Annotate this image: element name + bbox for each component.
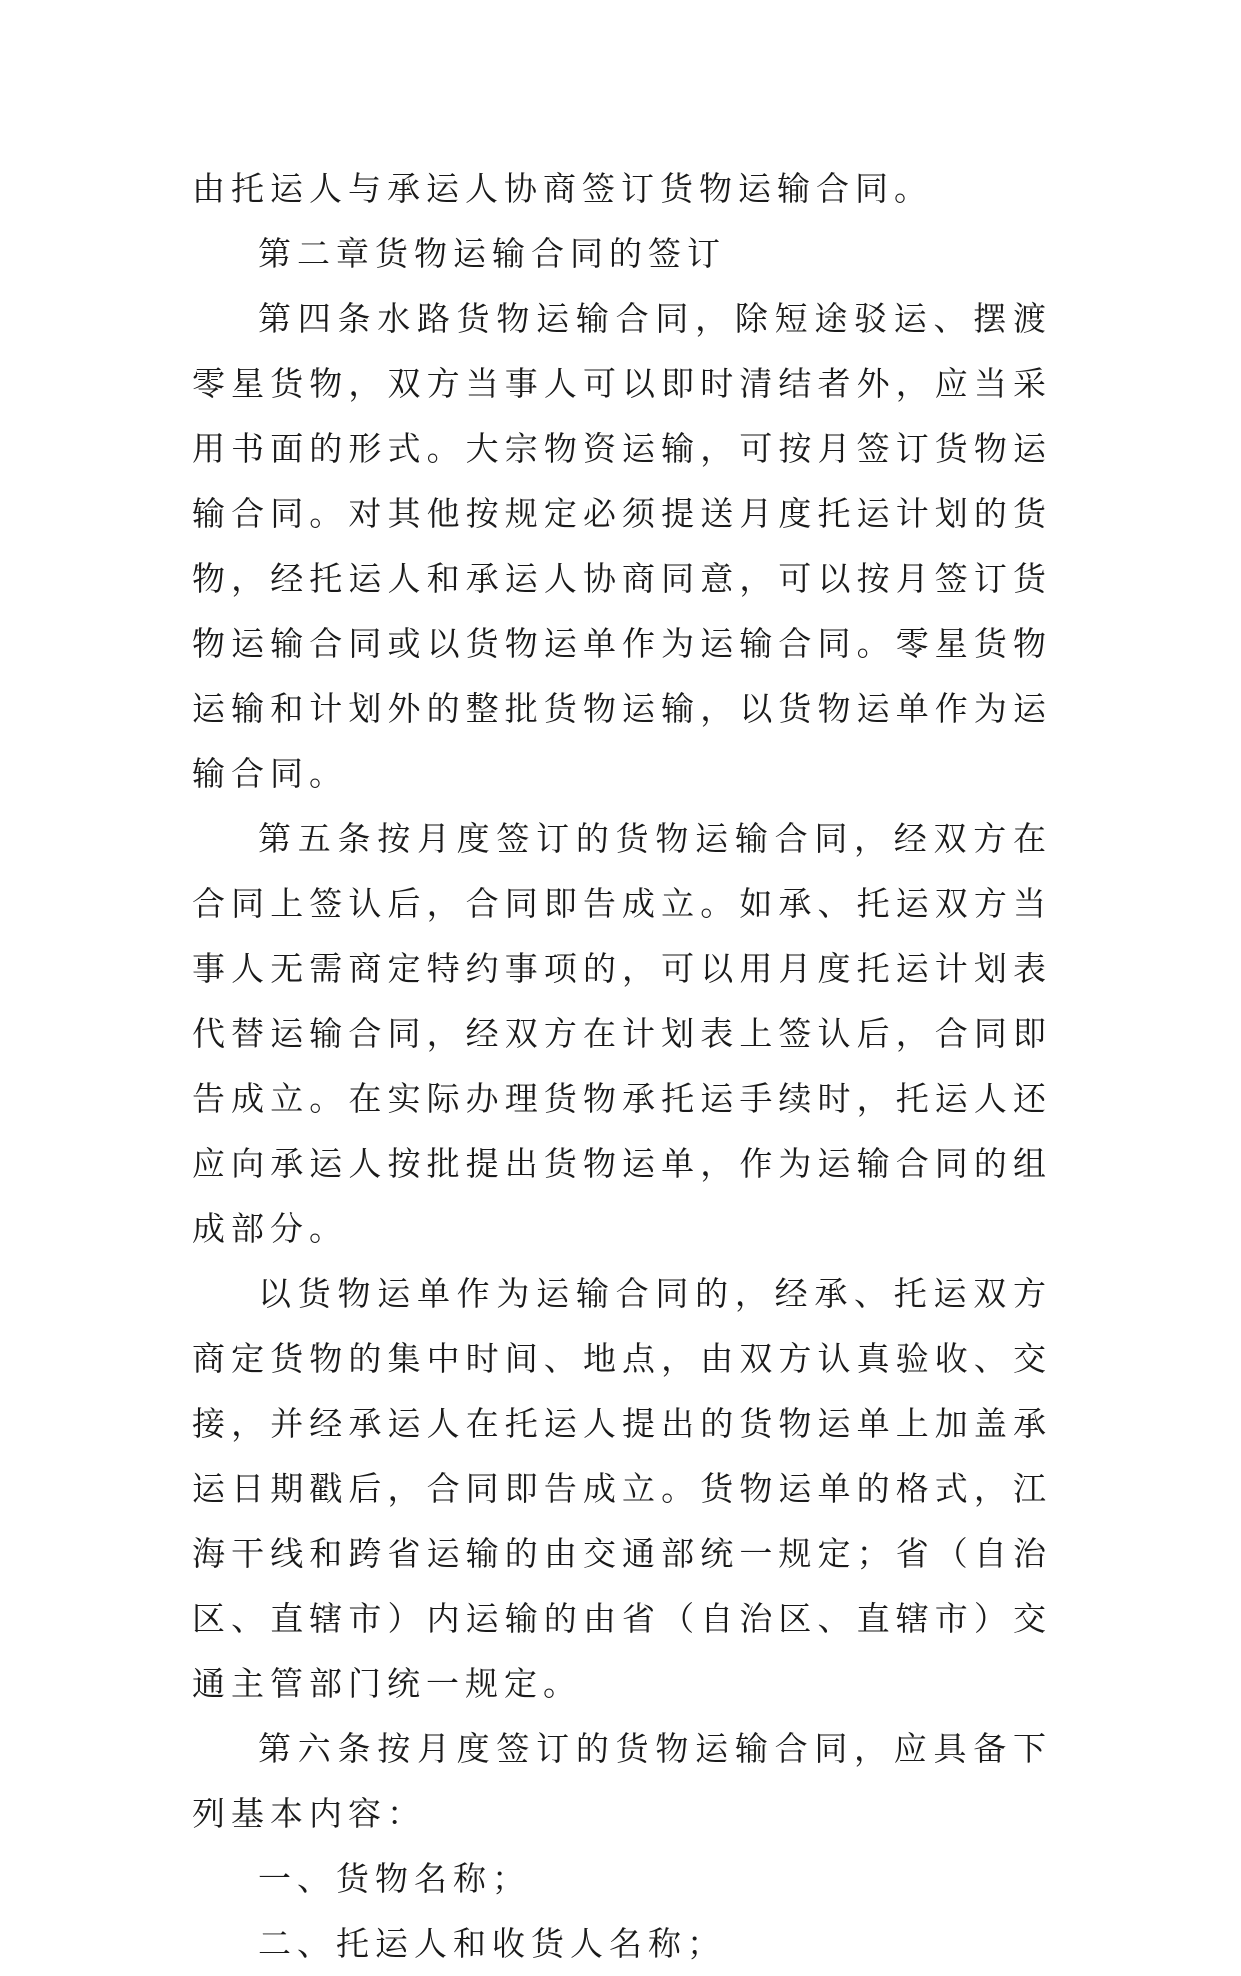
list-item-goods-name: 一、货物名称； bbox=[258, 1859, 531, 1898]
waybill-contract-paragraph: 以货物运单作为运输合同的，经承、托运双方商定货物的集中时间、地点，由双方认真验收、交接，并经承运人在托运人提出的货物运单上加盖承运日期戳后，合同即告成立。货物运单的格式，江海干线和跨省运输的由交通部统一规定；省（自治区、直辖市）内运输的由省（自治区、直辖市）交通主管部门统一规定。 bbox=[192, 1274, 1052, 1703]
chapter-heading: 第二章货物运输合同的签订 bbox=[258, 234, 726, 273]
article-5-paragraph: 第五条按月度签订的货物运输合同，经双方在合同上签认后，合同即告成立。如承、托运双方当事人无需商定特约事项的，可以用月度托运计划表代替运输合同，经双方在计划表上签认后，合同即告成立。在实际办理货物承托运手续时，托运人还应向承运人按批提出货物运单，作为运输合同的组成部分。 bbox=[192, 819, 1052, 1248]
document-body bbox=[192, 156, 1052, 1976]
list-item-shipper-consignee: 二、托运人和收货人名称； bbox=[258, 1924, 726, 1963]
article-6-paragraph: 第六条按月度签订的货物运输合同，应具备下列基本内容： bbox=[192, 1729, 1052, 1833]
article-4-paragraph: 第四条水路货物运输合同，除短途驳运、摆渡零星货物，双方当事人可以即时清结者外，应当采用书面的形式。大宗物资运输，可按月签订货物运输合同。对其他按规定必须提送月度托运计划的货物，经托运人和承运人协商同意，可以按月签订货物运输合同或以货物运单作为运输合同。零星货物运输和计划外的整批货物运输，以货物运单作为运输合同。 bbox=[192, 299, 1052, 793]
paragraph-continuation: 由托运人与承运人协商签订货物运输合同。 bbox=[192, 169, 933, 208]
